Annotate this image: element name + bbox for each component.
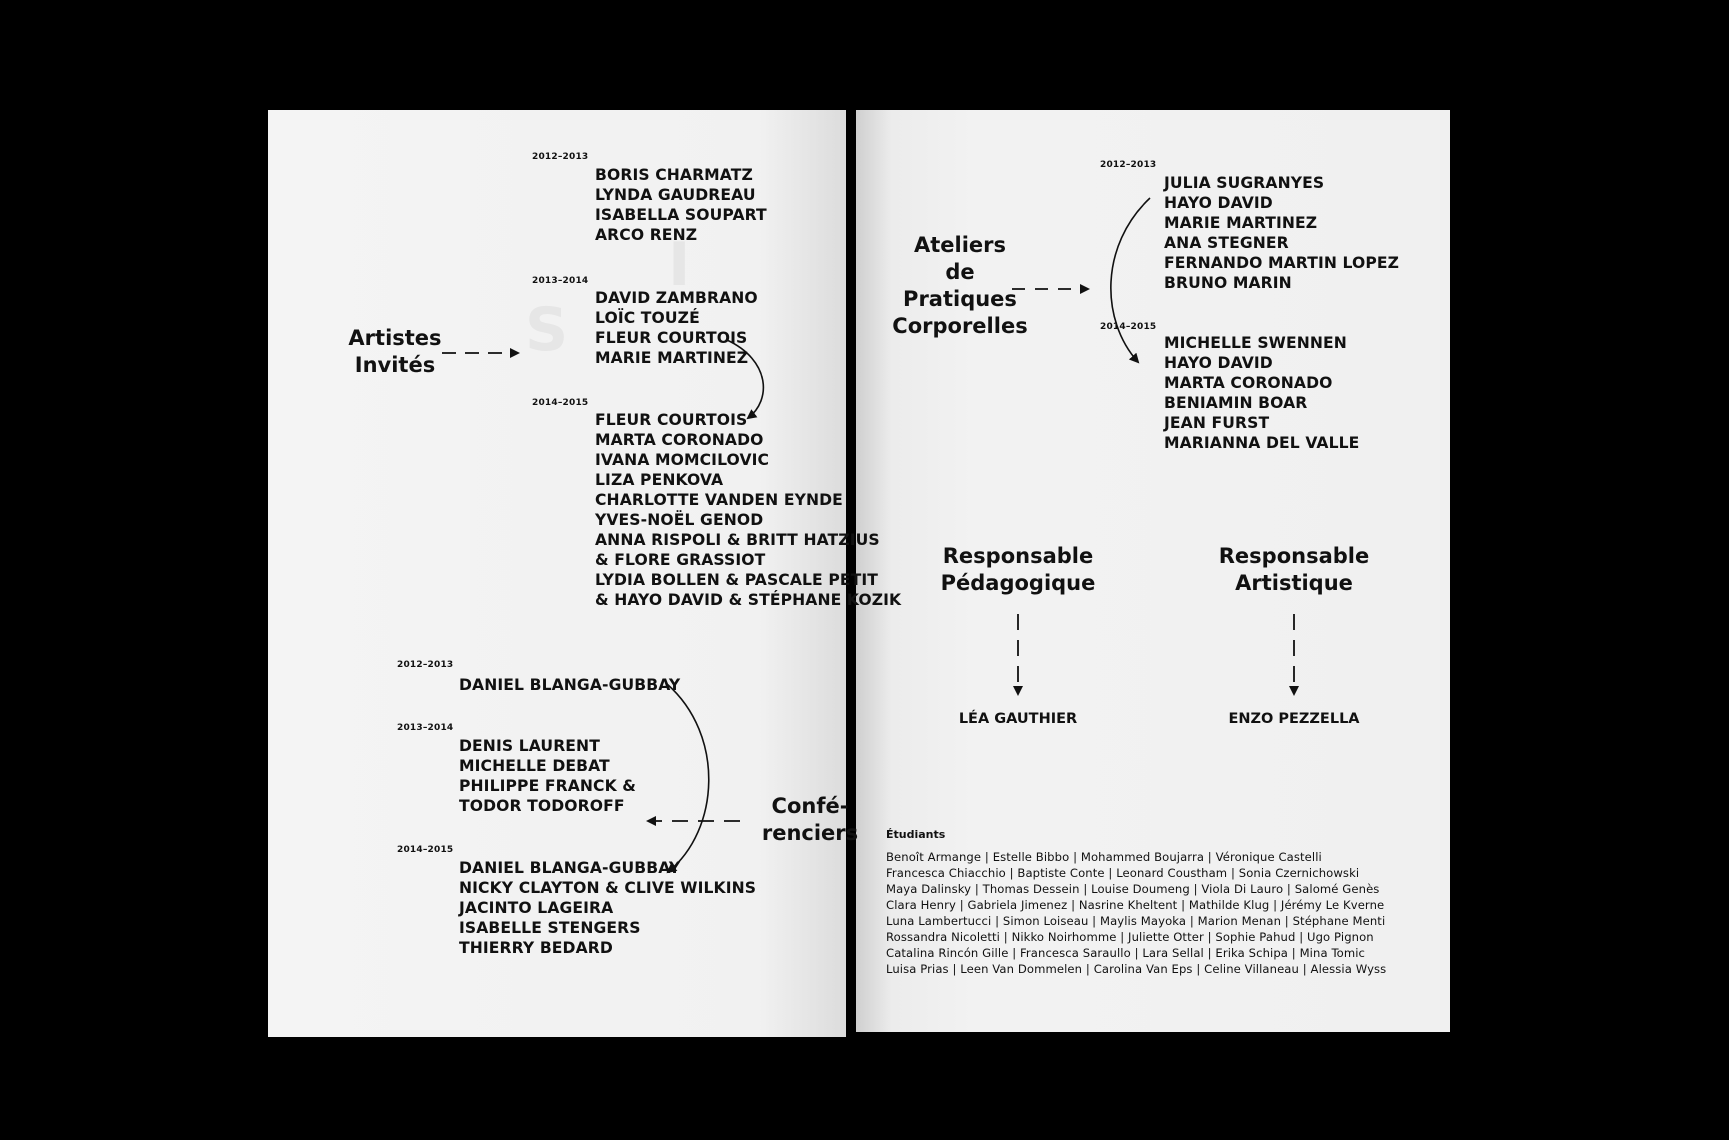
ateliers-year-2: 2014–2015 [1100, 322, 1157, 332]
conferenciers-heading: Confé- renciers [761, 794, 859, 845]
conf-names-2013: DENIS LAURENT MICHELLE DEBAT PHILIPPE FRANCK & TODOR TODOROFF [459, 737, 636, 815]
responsable-pedagogique-name: LÉA GAUTHIER [958, 711, 1078, 727]
artistes-names-2012: BORIS CHARMATZ LYNDA GAUDREAU ISABELLA SOUPART ARCO RENZ [595, 166, 767, 244]
artistes-names-2014: FLEUR COURTOIS MARTA CORONADO IVANA MOMCILOVIC LIZA PENKOVA CHARLOTTE VANDEN EYNDE YVES-NOËL GENOD ANNA RISPOLI & BRITT HATZIUS & FLORE GRASSIOT LYDIA BOLLEN & PASCALE PETIT & HAYO DAVID & STÉPHANE KOZIK [595, 411, 902, 609]
students-line: Clara Henry | Gabriela Jimenez | Nasrine Kheltent | Mathilde Klug | Jérémy Le Kverne [886, 898, 1385, 912]
responsable-pedagogique-heading: Responsable Pédagogique [940, 544, 1096, 595]
conf-year-3: 2014–2015 [397, 845, 454, 855]
artistes-names-2013: DAVID ZAMBRANO LOÏC TOUZÉ FLEUR COURTOIS MARIE MARTINEZ [595, 289, 758, 367]
conf-year-1: 2012–2013 [397, 660, 454, 670]
conf-year-2: 2013–2014 [397, 723, 454, 733]
artistes-year-2: 2013–2014 [532, 276, 589, 286]
ateliers-names-2014: MICHELLE SWENNEN HAYO DAVID MARTA CORONADO BENIAMIN BOAR JEAN FURST MARIANNA DEL VALLE [1164, 334, 1360, 452]
responsable-artistique-heading: Responsable Artistique [1218, 544, 1370, 595]
show-through-mark: S [525, 295, 569, 365]
artistes-year-1: 2012–2013 [532, 152, 589, 162]
students-title: Étudiants [886, 828, 946, 841]
students-line: Luisa Prias | Leen Van Dommelen | Carolina Van Eps | Celine Villaneau | Alessia Wyss [886, 962, 1387, 976]
students-list [886, 849, 1426, 977]
students-line: Luna Lambertucci | Simon Loiseau | Maylis Mayoka | Marion Menan | Stéphane Menti [886, 914, 1386, 928]
show-through-mark: I [668, 230, 691, 300]
students-line: Benoît Armange | Estelle Bibbo | Mohammed Boujarra | Véronique Castelli [886, 850, 1322, 864]
students-line: Francesca Chiacchio | Baptiste Conte | Leonard Coustham | Sonia Czernichowski [886, 866, 1360, 880]
responsable-artistique-name: ENZO PEZZELLA [1228, 711, 1360, 727]
ateliers-names-2012: JULIA SUGRANYES HAYO DAVID MARIE MARTINEZ ANA STEGNER FERNANDO MARTIN LOPEZ BRUNO MARIN [1164, 174, 1400, 292]
students-line: Rossandra Nicoletti | Nikko Noirhomme | Juliette Otter | Sophie Pahud | Ugo Pignon [886, 930, 1374, 944]
conf-names-2014: DANIEL BLANGA-GUBBAY NICKY CLAYTON & CLIVE WILKINS JACINTO LAGEIRA ISABELLE STENGERS THIERRY BEDARD [459, 859, 757, 957]
ateliers-year-1: 2012–2013 [1100, 160, 1157, 170]
students-line: Catalina Rincón Gille | Francesca Saraullo | Lara Sellal | Erika Schipa | Mina Tomic [886, 946, 1366, 960]
ateliers-heading: Ateliers de Pratiques Corporelles [892, 233, 1028, 338]
artistes-heading: Artistes Invités [348, 326, 442, 377]
artistes-year-3: 2014–2015 [532, 398, 589, 408]
students-line: Maya Dalinsky | Thomas Dessein | Louise Doumeng | Viola Di Lauro | Salomé Genès [886, 882, 1380, 896]
conf-names-2012: DANIEL BLANGA-GUBBAY [459, 676, 681, 694]
